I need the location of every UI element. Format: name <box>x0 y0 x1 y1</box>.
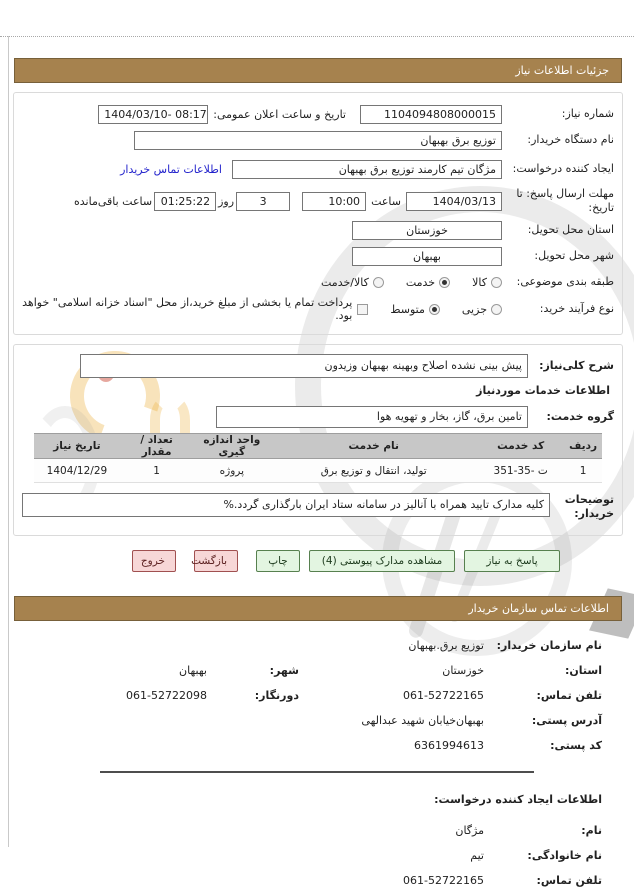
col-row-number: ردیف <box>564 434 602 459</box>
deadline-days-input[interactable]: 3 <box>236 192 290 211</box>
contact-phone-value: 061-52722165 <box>403 688 484 702</box>
row-creator-phone <box>30 868 602 893</box>
deadline-hour-label: ساعت <box>371 194 401 208</box>
buyer-contact-panel <box>30 633 602 758</box>
cell-service-name: تولید، انتقال و توزیع برق <box>270 459 477 483</box>
province-input[interactable]: خوزستان <box>352 221 502 240</box>
cell-service-code: ت -35-351 <box>477 459 564 483</box>
section-header-buyer-contact: اطلاعات تماس سازمان خریدار <box>14 596 622 621</box>
overall-description-input[interactable]: پیش بینی نشده اصلاح وبهینه بهبهان وزیدون <box>80 354 528 378</box>
row-org-name <box>30 633 602 658</box>
deadline-remaining-input[interactable]: 01:25:22 <box>154 192 216 211</box>
attachments-button[interactable]: مشاهده مدارک پیوستی (4) <box>309 550 455 572</box>
creator-lastname-label: نام خانوادگی: <box>527 848 602 862</box>
request-creator-input[interactable]: مژگان تیم کارمند توزیع برق بهبهان <box>232 160 502 179</box>
row-buyer-device <box>22 128 614 152</box>
creator-info-panel <box>30 793 602 893</box>
creator-name-value: مژگان <box>455 823 484 837</box>
row-deadline <box>22 186 614 216</box>
classification-option-goods[interactable] <box>472 276 502 289</box>
deadline-label: مهلت ارسال پاسخ: تا تاریخ: <box>516 187 614 214</box>
contact-fax-label: دورنگار: <box>254 688 299 702</box>
row-overall-description <box>22 354 614 378</box>
deadline-remaining-label: ساعت باقی‌مانده <box>74 194 153 208</box>
row-phone-fax <box>30 683 602 708</box>
page-left-border <box>8 36 9 847</box>
org-name-value: توزیع برق.بهبهان <box>408 638 484 652</box>
exit-button[interactable]: خروج <box>132 550 176 572</box>
process-type-option-partial-label: جزیی <box>461 302 487 316</box>
buyer-contact-link[interactable]: اطلاعات تماس خریدار <box>120 162 222 176</box>
overall-description-label: شرح کلی‌نیاز: <box>539 359 614 373</box>
classification-option-service[interactable] <box>406 276 450 289</box>
buyer-device-label: نام دستگاه خریدار: <box>527 133 614 147</box>
announce-datetime-label: تاریخ و ساعت اعلان عمومی: <box>213 107 346 121</box>
service-group-label: گروه خدمت: <box>546 410 614 424</box>
row-process-type <box>22 296 614 322</box>
treasury-checkbox-option[interactable] <box>22 296 368 322</box>
need-details-panel <box>13 92 623 335</box>
contact-fax-value: 061-52722098 <box>126 688 207 702</box>
service-group-input[interactable]: تامین برق، گاز، بخار و تهویه هوا <box>216 406 528 428</box>
row-city <box>22 244 614 268</box>
contact-city-value: بهبهان <box>179 663 207 677</box>
row-postal-code <box>30 733 602 758</box>
cell-need-date: 1404/12/29 <box>34 459 120 483</box>
request-creator-label: ایجاد کننده درخواست: <box>512 162 614 176</box>
cell-quantity: 1 <box>120 459 193 483</box>
row-classification <box>22 270 614 294</box>
org-name-label: نام سازمان خریدار: <box>496 638 602 652</box>
services-heading: اطلاعات خدمات موردنیاز <box>476 384 610 397</box>
classification-option-goods-label: کالا <box>472 275 487 289</box>
section-header-need-details: جزئیات اطلاعات نیاز <box>14 58 622 83</box>
buyer-notes-label: توضیحات خریدار: <box>564 493 614 520</box>
row-need-number <box>22 102 614 126</box>
deadline-hour-input[interactable]: 10:00 <box>302 192 366 211</box>
services-panel <box>13 344 623 536</box>
row-creator-lastname <box>30 843 602 868</box>
row-buyer-notes <box>22 493 614 521</box>
row-service-group <box>22 405 614 429</box>
radio-icon[interactable] <box>491 277 502 288</box>
buyer-notes-input[interactable]: کلیه مدارک تایید همراه با آنالیز در سامانه ستاد ایران بارگذاری گردد.% <box>22 493 550 517</box>
postal-code-value: 6361994613 <box>414 738 484 752</box>
announce-datetime-input[interactable]: 1404/03/10- 08:17 <box>98 105 208 124</box>
row-request-creator <box>22 154 614 184</box>
classification-option-service-label: خدمت <box>405 275 436 289</box>
contact-city-label: شهر: <box>269 663 299 677</box>
toolbar <box>0 550 560 572</box>
row-province-city <box>30 658 602 683</box>
print-button[interactable]: چاپ <box>256 550 300 572</box>
col-service-code: کد خدمت <box>477 434 564 459</box>
divider <box>100 771 534 773</box>
contact-province-label: استان: <box>565 663 602 677</box>
creator-lastname-value: تیم <box>470 848 484 862</box>
contact-phone-label: تلفن تماس: <box>536 688 602 702</box>
radio-icon[interactable] <box>439 277 450 288</box>
classification-option-goods-service[interactable] <box>321 276 384 289</box>
radio-icon[interactable] <box>429 304 440 315</box>
creator-phone-value: 061-52722165 <box>403 873 484 887</box>
process-type-option-partial[interactable] <box>462 303 502 316</box>
process-type-option-medium[interactable] <box>390 303 440 316</box>
buyer-device-input[interactable]: توزیع برق بهبهان <box>134 131 502 150</box>
checkbox-icon[interactable] <box>357 304 368 315</box>
process-type-label: نوع فرآیند خرید: <box>539 302 614 316</box>
need-number-label: شماره نیاز: <box>561 107 614 121</box>
table-row[interactable] <box>34 459 602 483</box>
postal-code-label: کد پستی: <box>550 738 602 752</box>
row-province <box>22 218 614 242</box>
city-input[interactable]: بهبهان <box>352 247 502 266</box>
back-button[interactable]: بازگشت <box>194 550 238 572</box>
creator-name-label: نام: <box>581 823 602 837</box>
deadline-days-label: روز <box>218 194 235 208</box>
address-value: بهبهان‌خیابان شهید عبدالهی <box>361 713 484 727</box>
deadline-date-input[interactable]: 1404/03/13 <box>406 192 502 211</box>
cell-row-number: 1 <box>564 459 602 483</box>
radio-icon[interactable] <box>491 304 502 315</box>
need-number-input[interactable]: 1104094808000015 <box>360 105 502 124</box>
top-divider <box>0 36 634 37</box>
respond-button[interactable]: پاسخ به نیاز <box>464 550 560 572</box>
province-label: استان محل تحویل: <box>527 223 614 237</box>
treasury-checkbox-label: پرداخت تمام یا بخشی از مبلغ خرید،از محل "اسناد خزانه اسلامی" خواهد بود. <box>22 296 353 322</box>
col-quantity: تعداد / مقدار <box>120 434 193 459</box>
col-unit: واحد اندازه گیری <box>193 434 270 459</box>
services-table-header-row <box>34 434 602 459</box>
classification-label: طبقه بندی موضوعی: <box>516 275 614 289</box>
address-label: آدرس پستی: <box>531 713 602 727</box>
classification-option-goods-service-label: کالا/خدمت <box>321 275 369 289</box>
row-creator-name <box>30 818 602 843</box>
process-type-option-medium-label: متوسط <box>390 302 425 316</box>
city-label: شهر محل تحویل: <box>534 249 614 263</box>
radio-icon[interactable] <box>373 277 384 288</box>
contact-province-value: خوزستان <box>442 663 484 677</box>
services-table <box>34 433 602 483</box>
col-need-date: تاریخ نیاز <box>34 434 120 459</box>
row-address <box>30 708 602 733</box>
creator-info-title: اطلاعات ایجاد کننده درخواست: <box>434 792 602 806</box>
creator-phone-label: تلفن تماس: <box>536 873 602 887</box>
cell-unit: پروژه <box>193 459 270 483</box>
col-service-name: نام خدمت <box>270 434 477 459</box>
